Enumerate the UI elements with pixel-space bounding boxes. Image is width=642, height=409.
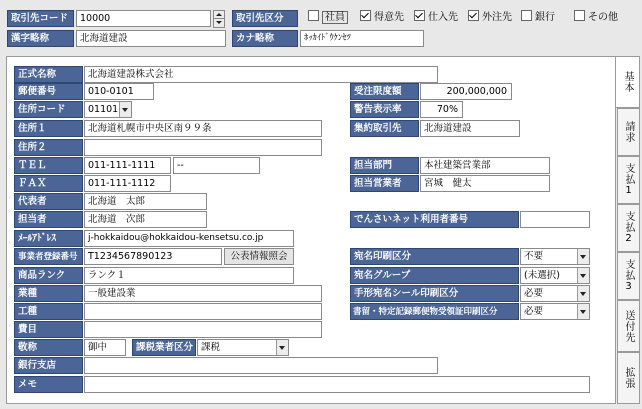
code-input[interactable]: 10000 bbox=[76, 10, 211, 27]
biz-reg-label: 事業者登録番号 bbox=[14, 248, 83, 265]
tab-payment3[interactable]: 支払3 bbox=[617, 252, 640, 300]
addressee-print-label: 宛名印刷区分 bbox=[350, 248, 519, 265]
chevron-down-icon[interactable] bbox=[577, 249, 589, 264]
mail-input[interactable]: j-hokkaidou@hokkaidou-kensetsu.co.jp bbox=[84, 230, 294, 247]
address-code-select[interactable]: 01101 bbox=[84, 101, 132, 118]
limit-label: 受注限度額 bbox=[350, 83, 419, 100]
fax-input[interactable]: 011-111-1112 bbox=[84, 175, 171, 192]
memo-label: メモ bbox=[14, 376, 83, 393]
industry-label: 業種 bbox=[14, 285, 83, 302]
aggregate-input[interactable]: 北海道建設 bbox=[420, 120, 520, 137]
representative-input[interactable]: 北海道 太郎 bbox=[84, 193, 207, 210]
checkbox-icon[interactable] bbox=[574, 10, 585, 21]
limit-input[interactable]: 200,000,000 bbox=[420, 83, 512, 100]
representative-label: 代表者 bbox=[14, 193, 83, 210]
tab-destination[interactable]: 送付先 bbox=[617, 300, 640, 352]
spin-down-icon[interactable] bbox=[213, 18, 225, 28]
chevron-down-icon[interactable] bbox=[577, 286, 589, 301]
official-name-input[interactable]: 北海道建設株式会社 bbox=[84, 66, 438, 83]
tab-payment1[interactable]: 支払1 bbox=[617, 156, 640, 204]
rank-label: 商品ランク bbox=[14, 267, 83, 284]
postal-label: 郵便番号 bbox=[14, 83, 83, 100]
work-type-label: 工種 bbox=[14, 303, 83, 320]
type-checkbox-customer[interactable]: 得意先 bbox=[360, 10, 404, 26]
warning-label: 警告表示率 bbox=[350, 101, 419, 118]
person-input[interactable]: 北海道 次郎 bbox=[84, 211, 207, 228]
tel-label: ＴＥＬ bbox=[14, 157, 83, 174]
address2-label: 住所２ bbox=[14, 139, 83, 156]
mail-label: ﾒｰﾙｱﾄﾞﾚｽ bbox=[14, 230, 83, 247]
kana-label: カナ略称 bbox=[232, 30, 298, 47]
checkbox-checked-icon[interactable] bbox=[360, 10, 371, 21]
tax-select[interactable]: 課税 bbox=[197, 339, 289, 356]
addressee-group-select[interactable]: (未選択) bbox=[520, 267, 590, 284]
bank-branch-label: 銀行支店 bbox=[14, 357, 83, 374]
code-label: 取引先コード bbox=[7, 10, 74, 27]
bank-branch-input[interactable] bbox=[84, 357, 438, 374]
checkbox-icon[interactable] bbox=[308, 10, 319, 21]
densai-label: でんさいネット利用者番号 bbox=[350, 211, 519, 228]
address2-input[interactable] bbox=[84, 139, 322, 156]
chevron-down-icon[interactable] bbox=[119, 102, 131, 117]
tab-basic[interactable]: 基本 bbox=[616, 56, 640, 108]
person-label: 担当者 bbox=[14, 211, 83, 228]
kana-input[interactable]: ﾎｯｶｲﾄﾞｳｹﾝｾﾂ bbox=[300, 30, 424, 47]
dept-input[interactable]: 本社建築営業部 bbox=[420, 157, 550, 174]
type-checkbox-other[interactable]: その他 bbox=[574, 10, 618, 26]
public-info-button[interactable]: 公表情報照会 bbox=[224, 248, 294, 265]
chevron-down-icon[interactable] bbox=[276, 340, 288, 355]
tab-billing[interactable]: 請求 bbox=[617, 108, 640, 156]
addressee-group-label: 宛名グループ bbox=[350, 267, 519, 284]
tel-input[interactable]: 011-111-1111 bbox=[84, 157, 171, 174]
addressee-print-select[interactable]: 不要 bbox=[520, 248, 590, 265]
fax-label: ＦＡＸ bbox=[14, 175, 83, 192]
memo-input[interactable] bbox=[84, 376, 590, 393]
type-checkbox-subcontractor[interactable]: 外注先 bbox=[468, 10, 512, 26]
address-code-label: 住所コード bbox=[14, 101, 83, 118]
registered-mail-label: 書留・特定記録郵便物受領証印刷区分 bbox=[350, 303, 519, 320]
code-stepper[interactable] bbox=[213, 10, 225, 27]
honorific-input[interactable]: 御中 bbox=[84, 339, 126, 356]
registered-mail-select[interactable]: 必要 bbox=[520, 303, 590, 320]
type-checkbox-supplier[interactable]: 仕入先 bbox=[414, 10, 458, 26]
seal-print-select[interactable]: 必要 bbox=[520, 285, 590, 302]
tab-extension[interactable]: 拡張 bbox=[617, 352, 640, 404]
tab-payment2[interactable]: 支払2 bbox=[617, 204, 640, 252]
official-name-label: 正式名称 bbox=[14, 66, 83, 83]
chevron-down-icon[interactable] bbox=[577, 304, 589, 319]
chevron-down-icon[interactable] bbox=[577, 268, 589, 283]
warning-input[interactable]: 70% bbox=[420, 101, 463, 118]
expense-input[interactable] bbox=[84, 321, 322, 338]
dept-label: 担当部門 bbox=[350, 157, 419, 174]
postal-input[interactable]: 010-0101 bbox=[84, 83, 154, 100]
address1-label: 住所１ bbox=[14, 120, 83, 137]
address1-input[interactable]: 北海道札幌市中央区南９９条 bbox=[84, 120, 322, 137]
industry-input[interactable]: 一般建設業 bbox=[84, 285, 322, 302]
honorific-label: 敬称 bbox=[14, 339, 83, 356]
aggregate-label: 集約取引先 bbox=[350, 120, 419, 137]
checkbox-icon[interactable] bbox=[521, 10, 532, 21]
seal-print-label: 手形宛名シール印刷区分 bbox=[350, 285, 519, 302]
checkbox-checked-icon[interactable] bbox=[468, 10, 479, 21]
densai-input[interactable] bbox=[520, 211, 590, 228]
sales-input[interactable]: 宮城 健太 bbox=[420, 175, 550, 192]
tel2-input[interactable]: -- bbox=[173, 157, 260, 174]
kanji-input[interactable]: 北海道建設 bbox=[76, 30, 226, 47]
sales-label: 担当営業者 bbox=[350, 175, 419, 192]
tax-label: 課税業者区分 bbox=[132, 339, 196, 356]
type-label: 取引先区分 bbox=[232, 10, 298, 27]
expense-label: 費目 bbox=[14, 321, 83, 338]
biz-reg-input[interactable]: T1234567890123 bbox=[84, 248, 222, 265]
type-checkbox-employee[interactable]: 社員 bbox=[308, 10, 348, 26]
rank-input[interactable]: ランク１ bbox=[84, 267, 294, 284]
work-type-input[interactable] bbox=[84, 303, 322, 320]
type-checkbox-bank[interactable]: 銀行 bbox=[521, 10, 555, 26]
checkbox-checked-icon[interactable] bbox=[414, 10, 425, 21]
kanji-label: 漢字略称 bbox=[7, 30, 74, 47]
